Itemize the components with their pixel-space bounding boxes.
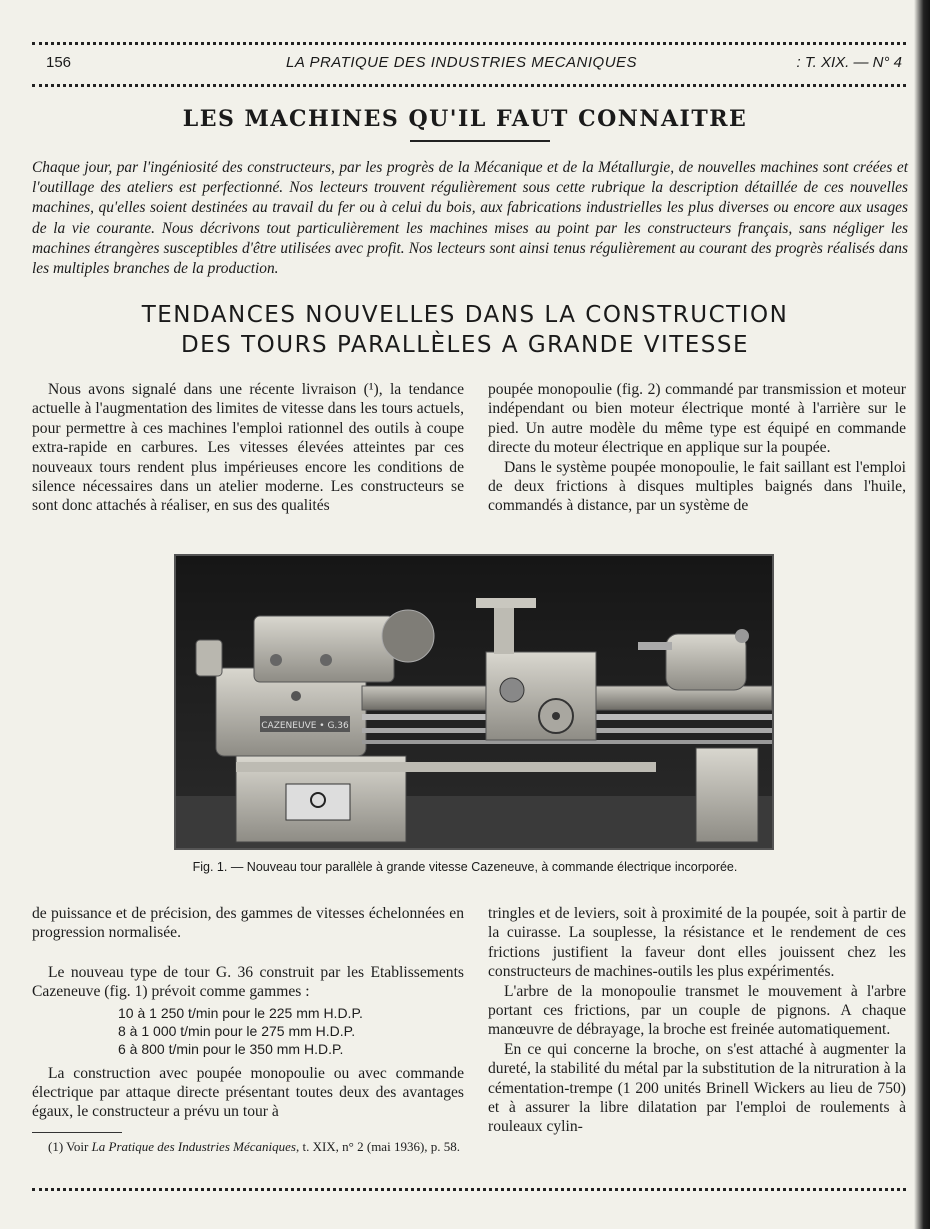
running-header [46,52,902,76]
speed-range-item: 6 à 800 t/min pour le 350 mm H.D.P. [118,1040,344,1057]
issue-number: : T. XIX. — N° 4 [796,54,902,71]
bottom-left-column [32,904,464,1155]
figure-caption: Fig. 1. — Nouveau tour parallèle à grande vitesse Cazeneuve, à commande électrique incorporée. [192,860,738,874]
paragraph: Le nouveau type de tour G. 36 construit par les Etablissements Cazeneuve (fig. 1) prévoit comme gammes : [32,963,464,1001]
paragraph: tringles et de leviers, soit à proximité de la poupée, soit à partir de la cuirasse. La souplesse, la résistance et le rendement de ces frictions justifient la faveur dont elles jouissent chez les constructeurs de machines-outils les plus expérimentés. [488,905,906,981]
top-left-column [32,380,464,516]
article-title [0,300,930,360]
top-right-column [488,380,906,516]
header-rule-top [32,42,906,45]
intro-paragraph: Chaque jour, par l'ingéniosité des constructeurs, par les progrès de la Mécanique et de la Métallurgie, de nouvelles machines sont créées et l'outillage des ateliers est perfectionné. Nos lecteurs trouvent régulièrement sous cette rubrique la description détaillée de ces nouvelles machines, qu'elles soient destinées au travail du fer ou à celui du bois, aux fabrications industrielles les plus diverses ou encore aux usages de la vie courante. Nous décrivons tout particulièrement les machines mises au point par les constructeurs français, sans négliger les machines étrangères susceptibles d'être utilisées avec profit. Nos lecteurs sont ainsi tenus régulièrement au courant des progrès réalisés dans les multiples branches de la production. [32,159,908,278]
header-rule-bottom [32,84,906,87]
speed-range-item: 8 à 1 000 t/min pour le 275 mm H.D.P. [118,1022,356,1039]
paragraph: Dans le système poupée monopoulie, le fait saillant est l'emploi de deux frictions à disques multiples baignés dans l'huile, commandés à distance, par un système de [488,458,906,515]
article-title-line-2: DES TOURS PARALLÈLES A GRANDE VITESSE [180,332,750,358]
speed-ranges-list [32,1004,464,1058]
footnote-reference: , t. XIX, n° 2 (mai 1936), p. 58. [295,1138,461,1154]
page-edge-shadow [914,0,930,1229]
section-title: LES MACHINES QU'IL FAUT CONNAITRE [182,106,748,132]
lathe-illustration [176,556,772,848]
journal-title: LA PRATIQUE DES INDUSTRIES MECANIQUES [286,54,638,71]
maker-plate-text: CAZENEUVE • G.36 [261,721,349,731]
paragraph: poupée monopoulie (fig. 2) commandé par transmission et moteur indépendant ou bien moteur électrique monté à l'arrière sur le pied. Un autre modèle du même type est équipé en commande directe du moteur électrique en applique sur la poupée. [488,381,906,457]
speed-range-item: 10 à 1 250 t/min pour le 225 mm H.D.P. [118,1004,363,1021]
bottom-right-column [488,904,906,1137]
section-title-underline [410,140,550,142]
paragraph: Nous avons signalé dans une récente livraison (¹), la tendance actuelle à l'augmentation des limites de vitesse dans les tours actuels, pour permettre à ces machines l'emploi rationnel des outils à coupe extra-rapide en carbures. Les vitesses élevées atteintes par ces nouveaux tours rendent plus impérieuses encore les conditions de silence nécessaires dans un atelier moderne. Les constructeurs se sont donc attachés à réaliser, en sus des qualités [32,381,464,515]
paragraph: L'arbre de la monopoulie transmet le mouvement à l'arbre portant ces frictions, par un couple de pignons. A chaque manœuvre de débrayage, la broche est freinée automatiquement. [488,982,906,1039]
footnote-marker: (1) Voir [48,1138,89,1154]
paragraph: En ce qui concerne la broche, on s'est attaché à augmenter la dureté, la stabilité du métal par la substitution de la nitruration à la cémentation-trempe (1 200 unités Brinell Wickers au lieu de 750) et à assurer la libre dilatation par l'emploi de roulements à rouleaux cylin- [488,1040,906,1136]
article-title-line-1: TENDANCES NOUVELLES DANS LA CONSTRUCTION [141,302,789,328]
footer-rule [32,1188,906,1191]
footnote-title: La Pratique des Industries Mécaniques [91,1138,296,1154]
paragraph: de puissance et de précision, des gammes de vitesses échelonnées en progression normalisée. [32,905,464,942]
lathe-photograph [174,554,774,850]
page-number: 156 [46,54,72,71]
footnote [32,1139,464,1155]
paragraph: La construction avec poupée monopoulie ou avec commande électrique par attaque directe présentant toutes deux des avantages égaux, le constructeur a prévu un tour à [32,1064,464,1121]
footnote-rule [32,1132,122,1133]
